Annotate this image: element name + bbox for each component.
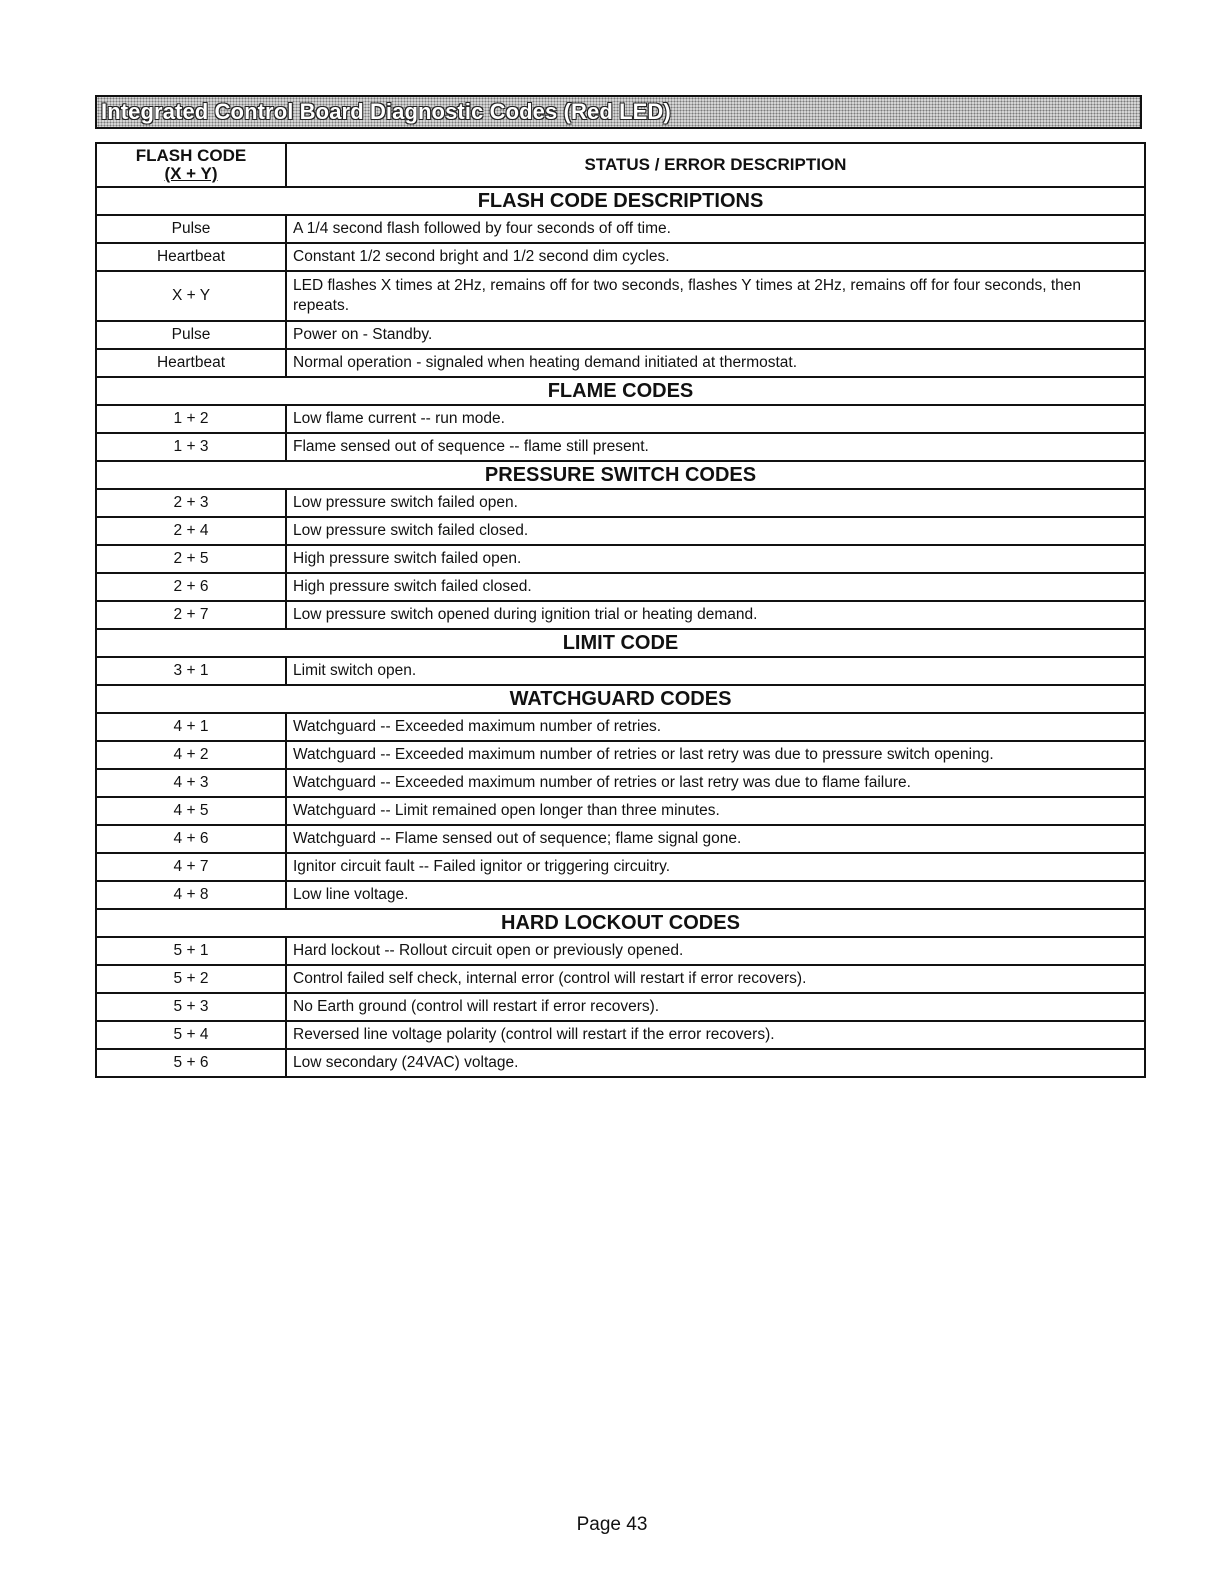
description-cell: Low secondary (24VAC) voltage. [286,1049,1145,1077]
flash-code-cell: 5 + 1 [96,937,286,965]
flash-code-cell: Heartbeat [96,243,286,271]
section-header-row [96,377,1145,405]
flash-code-cell: X + Y [96,271,286,321]
table-row [96,797,1145,825]
page-title: Integrated Control Board Diagnostic Codes (Red LED) [101,99,671,124]
table-row [96,965,1145,993]
table-row [96,993,1145,1021]
flash-code-cell: 5 + 6 [96,1049,286,1077]
flash-code-cell: 5 + 4 [96,1021,286,1049]
flash-code-cell: 3 + 1 [96,657,286,685]
flash-code-cell: 2 + 5 [96,545,286,573]
flash-code-header-line2: (X + Y) [164,164,218,183]
description-cell: Watchguard -- Flame sensed out of sequence; flame signal gone. [286,825,1145,853]
flash-code-cell: 4 + 6 [96,825,286,853]
table-row [96,1021,1145,1049]
table-row [96,1049,1145,1077]
flash-code-cell: 5 + 3 [96,993,286,1021]
table-row [96,517,1145,545]
flash-code-cell: 1 + 3 [96,433,286,461]
flash-code-cell: 4 + 7 [96,853,286,881]
table-body [96,187,1145,1077]
table-row [96,489,1145,517]
description-cell: Low flame current -- run mode. [286,405,1145,433]
description-cell: Watchguard -- Exceeded maximum number of retries or last retry was due to pressure switch opening. [286,741,1145,769]
flash-code-cell: Heartbeat [96,349,286,377]
description-cell: LED flashes X times at 2Hz, remains off for two seconds, flashes Y times at 2Hz, remains off for four seconds, then repeats. [286,271,1145,321]
flash-code-cell: Pulse [96,321,286,349]
description-cell: Watchguard -- Exceeded maximum number of retries or last retry was due to flame failure. [286,769,1145,797]
table-row [96,349,1145,377]
flash-code-column-header [96,143,286,187]
table-row [96,271,1145,321]
description-cell: Ignitor circuit fault -- Failed ignitor or triggering circuitry. [286,853,1145,881]
title-banner [95,95,1142,129]
page-number: Page 43 [576,1514,648,1535]
table-row [96,769,1145,797]
section-header-row [96,909,1145,937]
flash-code-cell: 2 + 6 [96,573,286,601]
section-header-row [96,461,1145,489]
description-cell: High pressure switch failed closed. [286,573,1145,601]
description-cell: Watchguard -- Exceeded maximum number of retries. [286,713,1145,741]
table-row [96,741,1145,769]
section-title: LIMIT CODE [96,629,1145,657]
description-cell: Power on - Standby. [286,321,1145,349]
description-cell: Reversed line voltage polarity (control will restart if the error recovers). [286,1021,1145,1049]
section-header-row [96,629,1145,657]
table-row [96,937,1145,965]
flash-code-cell: 4 + 3 [96,769,286,797]
section-title: WATCHGUARD CODES [96,685,1145,713]
flash-code-cell: 4 + 2 [96,741,286,769]
table-row [96,243,1145,271]
description-cell: Constant 1/2 second bright and 1/2 second dim cycles. [286,243,1145,271]
description-cell: Hard lockout -- Rollout circuit open or previously opened. [286,937,1145,965]
description-cell: Low line voltage. [286,881,1145,909]
description-column-header: STATUS / ERROR DESCRIPTION [286,143,1145,187]
description-cell: No Earth ground (control will restart if error recovers). [286,993,1145,1021]
description-cell: Flame sensed out of sequence -- flame still present. [286,433,1145,461]
flash-code-cell: 4 + 1 [96,713,286,741]
flash-code-cell: 4 + 5 [96,797,286,825]
flash-code-cell: Pulse [96,215,286,243]
description-cell: Low pressure switch failed closed. [286,517,1145,545]
table-row [96,657,1145,685]
flash-code-cell: 4 + 8 [96,881,286,909]
description-cell: Normal operation - signaled when heating demand initiated at thermostat. [286,349,1145,377]
table-row [96,433,1145,461]
section-title: HARD LOCKOUT CODES [96,909,1145,937]
flash-code-cell: 2 + 4 [96,517,286,545]
table-row [96,405,1145,433]
description-cell: Watchguard -- Limit remained open longer than three minutes. [286,797,1145,825]
section-title: FLAME CODES [96,377,1145,405]
description-cell: Control failed self check, internal error (control will restart if error recovers). [286,965,1145,993]
table-row [96,215,1145,243]
diagnostic-codes-table [95,142,1146,1078]
section-header-row [96,187,1145,215]
table-row [96,573,1145,601]
flash-code-cell: 5 + 2 [96,965,286,993]
flash-code-cell: 1 + 2 [96,405,286,433]
flash-code-cell: 2 + 7 [96,601,286,629]
table-row [96,545,1145,573]
description-cell: Low pressure switch failed open. [286,489,1145,517]
flash-code-header-line1: FLASH CODE [135,146,247,165]
table-row [96,601,1145,629]
table-row [96,853,1145,881]
description-cell: Low pressure switch opened during ignition trial or heating demand. [286,601,1145,629]
description-cell: Limit switch open. [286,657,1145,685]
section-title: FLASH CODE DESCRIPTIONS [96,187,1145,215]
table-row [96,881,1145,909]
table-header-row [96,143,1145,187]
table-row [96,713,1145,741]
description-cell: High pressure switch failed open. [286,545,1145,573]
table-row [96,825,1145,853]
section-header-row [96,685,1145,713]
flash-code-cell: 2 + 3 [96,489,286,517]
description-cell: A 1/4 second flash followed by four seconds of off time. [286,215,1145,243]
section-title: PRESSURE SWITCH CODES [96,461,1145,489]
table-row [96,321,1145,349]
